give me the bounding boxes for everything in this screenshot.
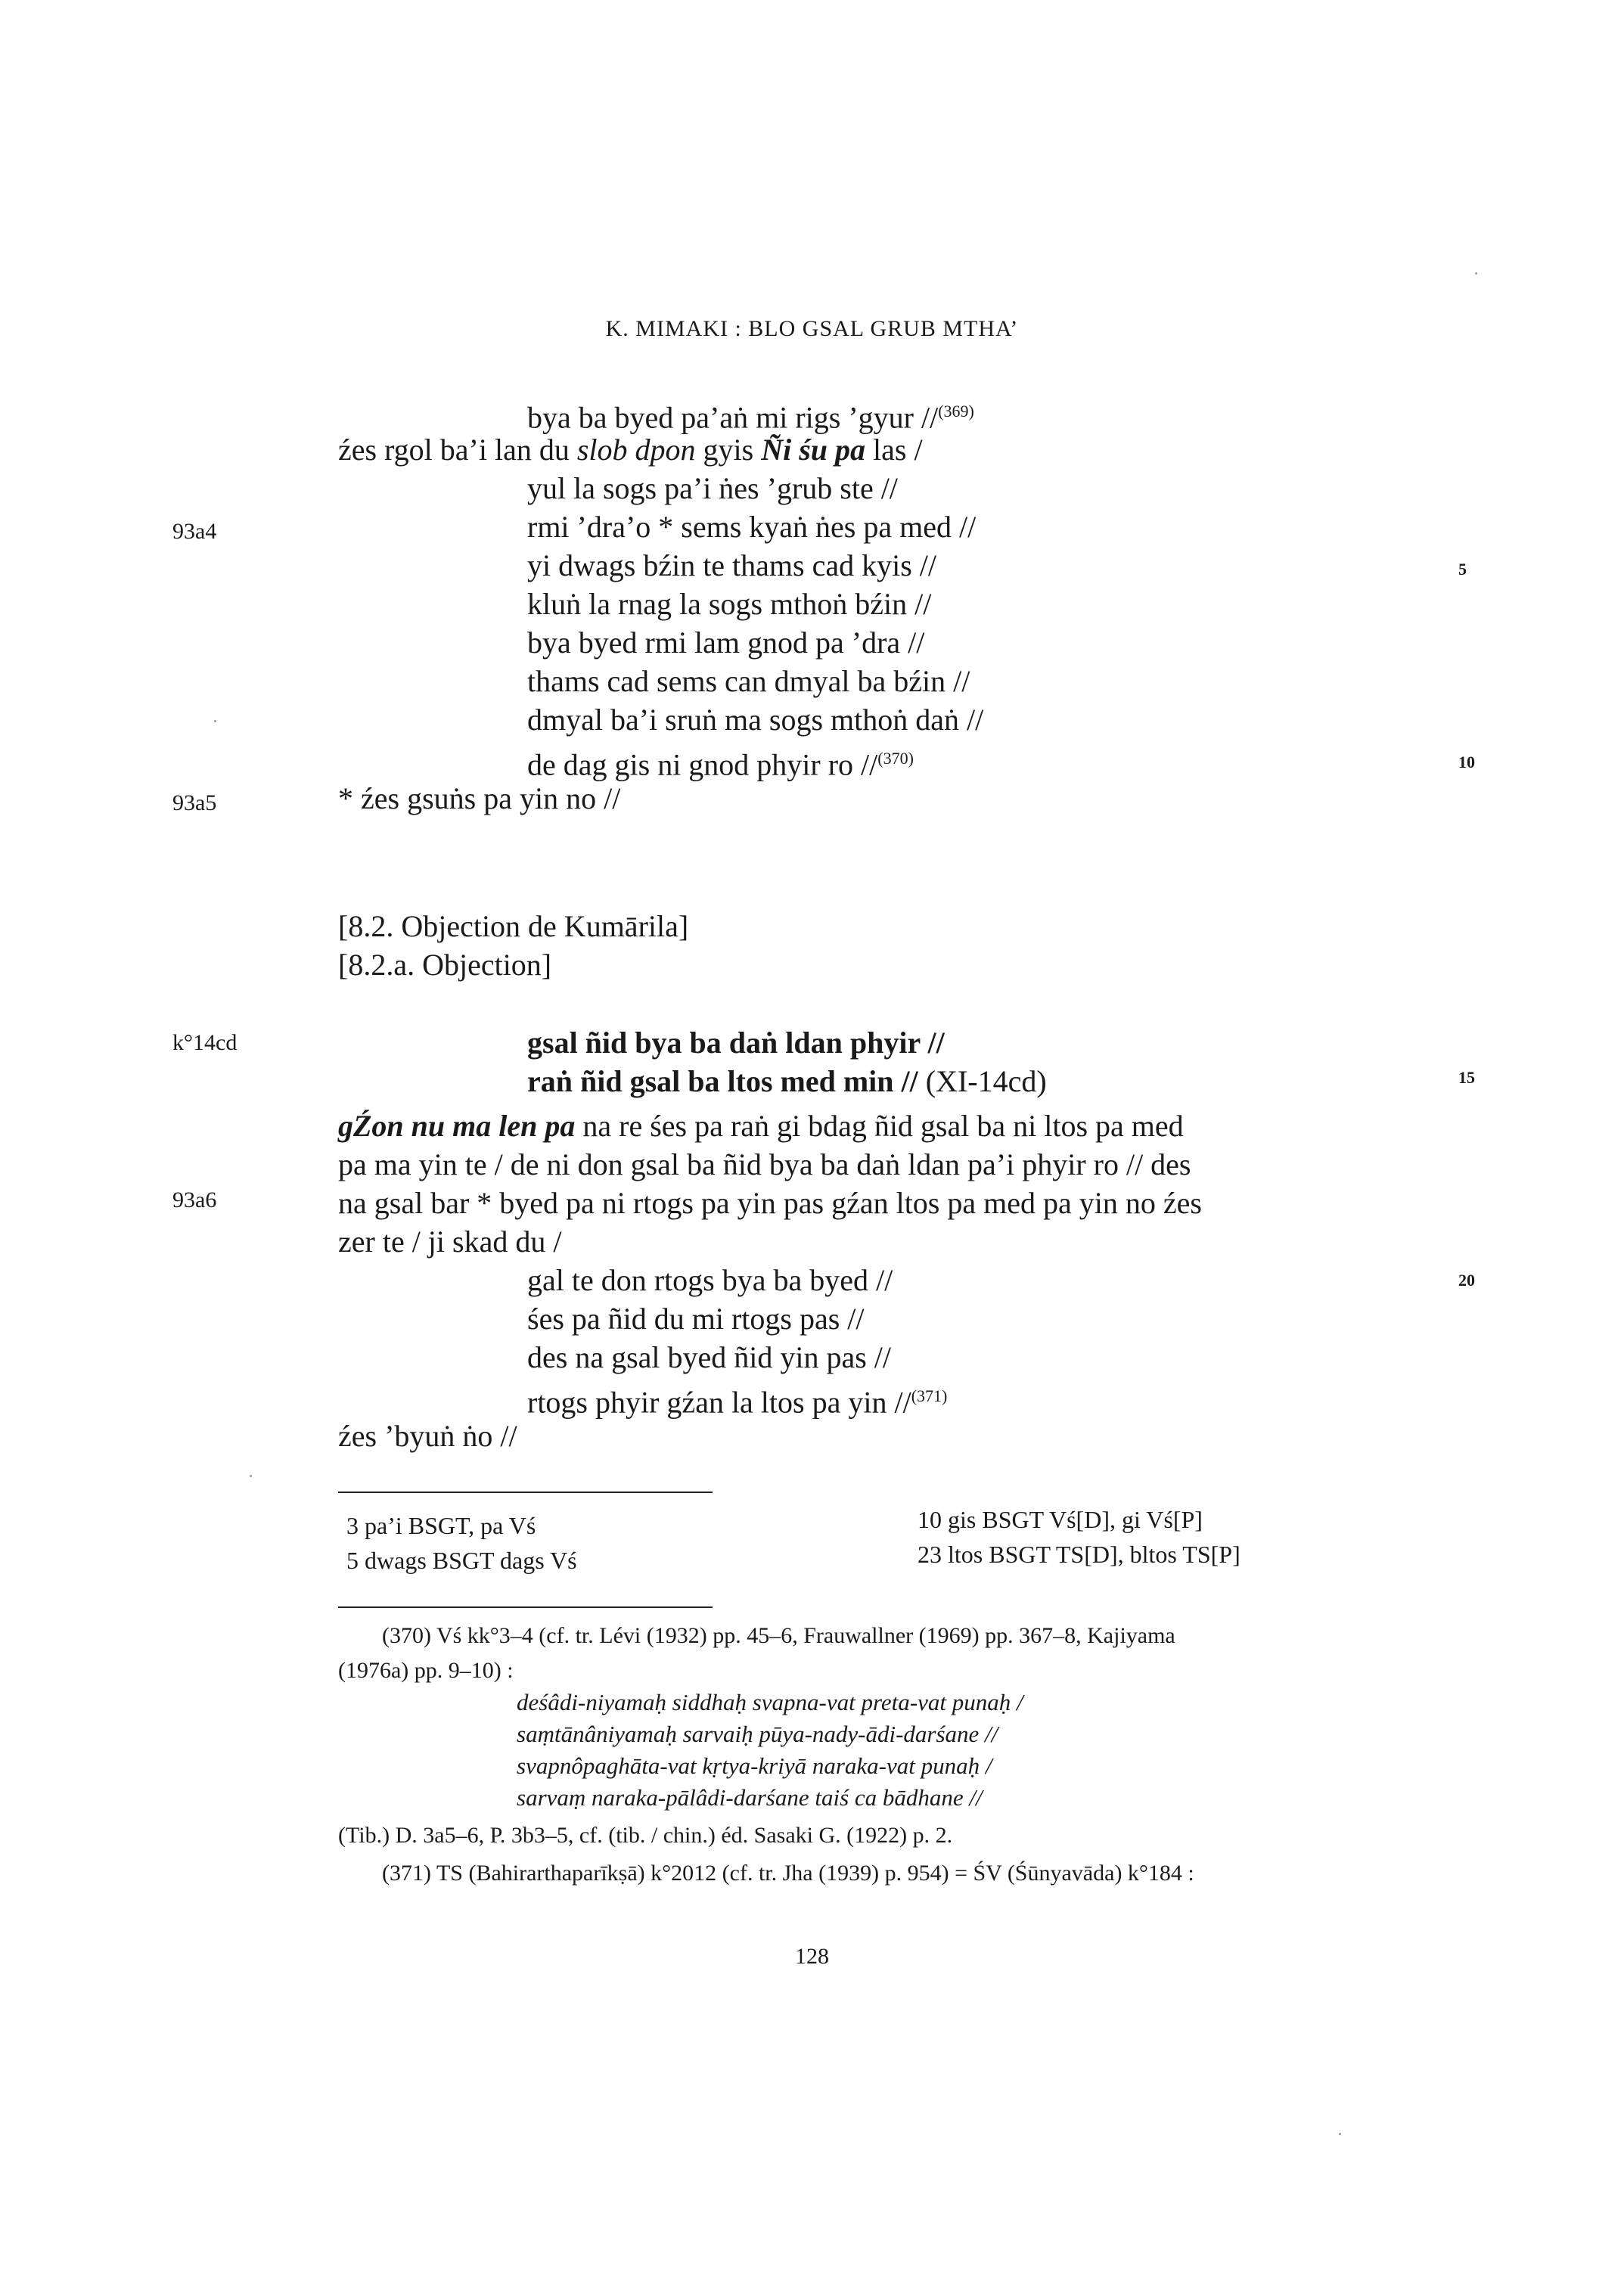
line-number: 20 bbox=[1458, 1271, 1475, 1290]
verse-line: bya ba byed pa’aṅ mi rigs ’gyur //$^{(369)}$ bbox=[527, 400, 974, 435]
scan-speck bbox=[214, 720, 216, 722]
apparatus-rule bbox=[338, 1492, 713, 1493]
apparatus-entry: 5 dwags BSGT dags Vś bbox=[346, 1547, 577, 1574]
footnote-line: (371) TS (Bahirarthaparīkṣā) k°2012 (cf. tr. Jha (1939) p. 954) = ŚV (Śūnyavāda) k°184 : bbox=[382, 1861, 1194, 1886]
verse-line: yi dwags bźin te thams cad kyis // bbox=[527, 548, 937, 582]
prose-line: pa ma yin te / de ni don gsal ba ñid bya ba daṅ ldan pa’i phyir ro // des bbox=[338, 1147, 1191, 1181]
line-number: 5 bbox=[1458, 560, 1467, 579]
margin-ref: 93a6 bbox=[172, 1187, 217, 1212]
verse-bold-line: raṅ ñid gsal ba ltos med min // (XI-14cd) bbox=[527, 1064, 1047, 1098]
verse-line: des na gsal byed ñid yin pas // bbox=[527, 1340, 892, 1374]
margin-ref: k°14cd bbox=[172, 1030, 238, 1055]
footnote-line: (1976a) pp. 9–10) : bbox=[338, 1658, 514, 1683]
scan-speck bbox=[1339, 2133, 1341, 2135]
sanskrit-line: sarvaṃ naraka-pālâdi-darśane taiś ca bādhane // bbox=[517, 1784, 983, 1811]
footnote-line: (Tib.) D. 3a5–6, P. 3b3–5, cf. (tib. / chin.) éd. Sasaki G. (1922) p. 2. bbox=[338, 1823, 953, 1848]
footnote-rule bbox=[338, 1606, 713, 1608]
verse-line: yul la sogs pa’i ṅes ’grub ste // bbox=[527, 471, 898, 505]
sanskrit-line: saṃtānâniyamaḥ sarvaiḥ pūya-nady-ādi-darśane // bbox=[517, 1721, 998, 1747]
verse-line: rmi ’dra’o * sems kyaṅ ṅes pa med // bbox=[527, 510, 977, 544]
prose-line: gŹon nu ma len pa na re śes pa raṅ gi bdag ñid gsal ba ni ltos pa med bbox=[338, 1109, 1184, 1143]
verse-line: bya byed rmi lam gnod pa ’dra // bbox=[527, 625, 925, 660]
line-number: 10 bbox=[1458, 753, 1475, 771]
sanskrit-line: deśâdi-niyamaḥ siddhaḥ svapna-vat preta-vat punaḥ / bbox=[517, 1689, 1023, 1715]
verse-line: thams cad sems can dmyal ba bźin // bbox=[527, 664, 970, 698]
margin-ref: 93a4 bbox=[172, 519, 217, 544]
verse-bold-line: gsal ñid bya ba daṅ ldan phyir // bbox=[527, 1026, 945, 1060]
verse-line: de dag gis ni gnod phyir ro //$^{(370)}$ bbox=[527, 747, 914, 782]
sanskrit-line: svapnôpaghāta-vat kṛtya-kriyā naraka-vat punaḥ / bbox=[517, 1752, 992, 1779]
verse-line: rtogs phyir gźan la ltos pa yin //$^{(371)}$ bbox=[527, 1385, 948, 1420]
prose-line: na gsal bar * byed pa ni rtogs pa yin pas gźan ltos pa med pa yin no źes bbox=[338, 1186, 1202, 1220]
margin-ref: 93a5 bbox=[172, 790, 217, 815]
apparatus-entry: 10 gis BSGT Vś[D], gi Vś[P] bbox=[918, 1506, 1203, 1533]
scan-speck bbox=[250, 1475, 252, 1477]
verse-line: dmyal ba’i sruṅ ma sogs mthoṅ daṅ // bbox=[527, 703, 984, 737]
verse-line: gal te don rtogs bya ba byed // bbox=[527, 1263, 893, 1297]
apparatus-entry: 23 ltos BSGT TS[D], bltos TS[P] bbox=[918, 1541, 1241, 1568]
prose-line: * źes gsuṅs pa yin no // bbox=[338, 781, 621, 815]
verse-line: kluṅ la rnag la sogs mthoṅ bźin // bbox=[527, 587, 932, 621]
verse-line: śes pa ñid du mi rtogs pas // bbox=[527, 1302, 865, 1336]
prose-line: zer te / ji skad du / bbox=[338, 1225, 562, 1259]
prose-line: źes rgol ba’i lan du slob dpon gyis Ñi śu pa las / bbox=[338, 433, 923, 467]
footnote-line: (370) Vś kk°3–4 (cf. tr. Lévi (1932) pp. 45–6, Frauwallner (1969) pp. 367–8, Kajiyama bbox=[382, 1623, 1175, 1648]
scan-speck bbox=[1475, 272, 1477, 275]
section-heading: [8.2.a. Objection] bbox=[338, 948, 552, 982]
running-head: K. MIMAKI : BLO GSAL GRUB MTHA’ bbox=[605, 316, 1019, 341]
line-number: 15 bbox=[1458, 1068, 1475, 1087]
prose-line: źes ’byuṅ ṅo // bbox=[338, 1419, 517, 1453]
page-number: 128 bbox=[795, 1944, 829, 1969]
section-heading: [8.2. Objection de Kumārila] bbox=[338, 909, 689, 943]
apparatus-entry: 3 pa’i BSGT, pa Vś bbox=[346, 1512, 536, 1539]
